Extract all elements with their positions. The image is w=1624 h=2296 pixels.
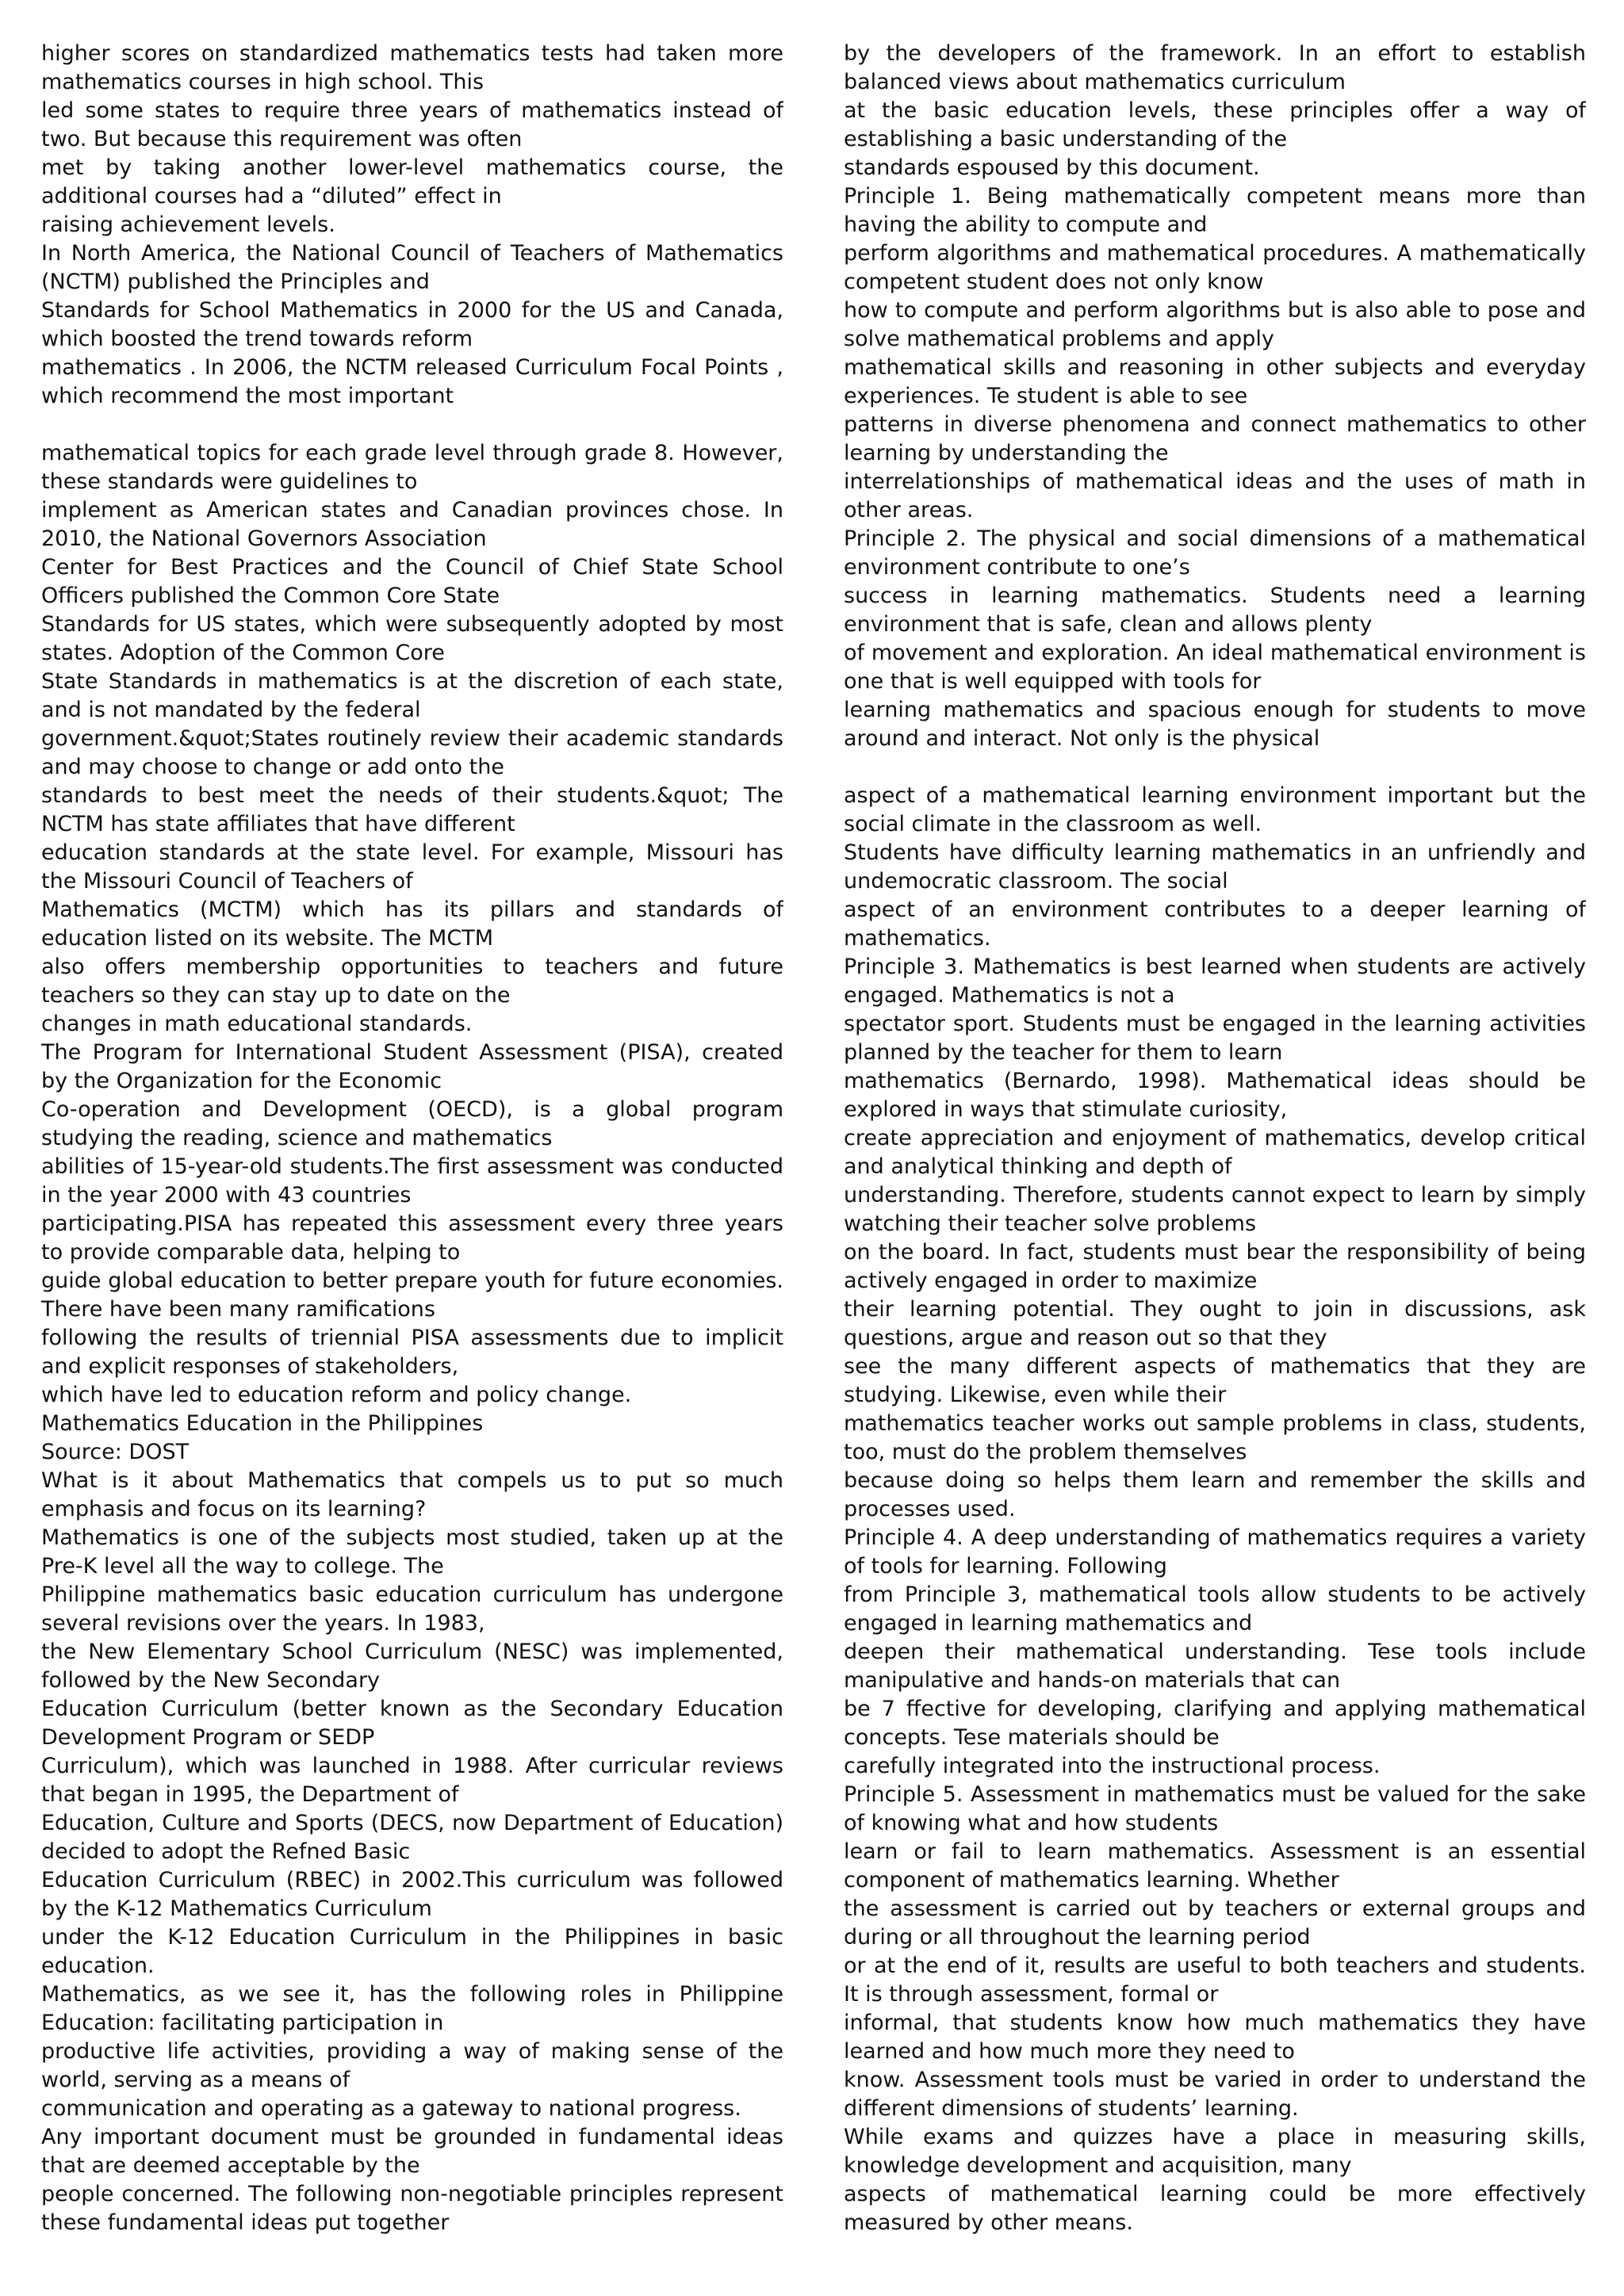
paragraph: higher scores on standardized mathematics tests had taken more mathematics courses in high school. This [41, 41, 783, 94]
paragraph: What is it about Mathematics that compels us to put so much emphasis and focus on its learning? [41, 1468, 783, 1521]
paragraph: implement as American states and Canadian provinces chose. In 2010, the National Governors Association [41, 498, 783, 551]
paragraph: from Principle 3, mathematical tools allow students to be actively engaged in learning mathematics and [844, 1582, 1586, 1636]
paragraph: create appreciation and enjoyment of mathematics, develop critical and analytical thinking and depth of [844, 1126, 1586, 1179]
paragraph: productive life activities, providing a way of making sense of the world, serving as a means of [41, 2039, 783, 2092]
paragraph: aspect of a mathematical learning environment important but the social climate in the classroom as well. [844, 783, 1586, 836]
paragraph [41, 411, 783, 439]
paragraph: State Standards in mathematics is at the discretion of each state, and is not mandated by the federal [41, 669, 783, 722]
paragraph: standards to best meet the needs of their students.&quot; The NCTM has state affiliates that have different [41, 783, 783, 836]
paragraph: Principle 1. Being mathematically competent means more than having the ability to compute and [844, 184, 1586, 237]
paragraph: Principle 5. Assessment in mathematics must be valued for the sake of knowing what and how students [844, 1782, 1586, 1835]
paragraph: Mathematics Education in the Philippines [41, 1411, 484, 1436]
paragraph: also offers membership opportunities to teachers and future teachers so they can stay up to date on the [41, 955, 783, 1008]
paragraph: understanding. Therefore, students cannot expect to learn by simply watching their teacher solve problems [844, 1183, 1586, 1236]
paragraph: Source: DOST [41, 1440, 190, 1464]
paragraph: informal, that students know how much mathematics they have learned and how much more they need to [844, 2011, 1586, 2064]
paragraph: Mathematics (MCTM) which has its pillars and standards of education listed on its website. The MCTM [41, 897, 783, 951]
paragraph: Center for Best Practices and the Council of Chief State School Officers published the Common Core State [41, 555, 783, 608]
paragraph: carefully integrated into the instructional process. [844, 1754, 1381, 1778]
paragraph: following the results of triennial PISA assessments due to implicit and explicit responses of stakeholders, [41, 1326, 783, 1379]
paragraph: Mathematics, as we see it, has the following roles in Philippine Education: facilitating participation in [41, 1982, 783, 2035]
paragraph: guide global education to better prepare youth for future economies. There have been many ramifications [41, 1269, 783, 1322]
paragraph: Principle 4. A deep understanding of mathematics requires a variety of tools for learning. Following [844, 1525, 1586, 1578]
paragraph: be 7 ffective for developing, clarifying and applying mathematical concepts. Tese materials should be [844, 1697, 1586, 1750]
paragraph: the New Elementary School Curriculum (NESC) was implemented, followed by the New Secondary [41, 1640, 783, 1693]
paragraph: see the many different aspects of mathematics that they are studying. Likewise, even while their [844, 1354, 1586, 1407]
paragraph: interrelationships of mathematical ideas and the uses of math in other areas. [844, 469, 1586, 522]
paragraph: mathematics . In 2006, the NCTM released Curriculum Focal Points , which recommend the most important [41, 355, 783, 408]
paragraph: Education Curriculum (RBEC) in 2002.This curriculum was followed by the K-12 Mathematics Curriculum [41, 1868, 783, 1921]
paragraph: how to compute and perform algorithms but is also able to pose and solve mathematical problems and apply [844, 298, 1586, 351]
paragraph: perform algorithms and mathematical procedures. A mathematically competent student does not only know [844, 241, 1586, 294]
paragraph: patterns in diverse phenomena and connect mathematics to other learning by understanding the [844, 412, 1586, 465]
paragraph: people concerned. The following non-negotiable principles represent these fundamental ideas put together [41, 2182, 783, 2235]
paragraph [844, 753, 1586, 782]
paragraph: mathematical skills and reasoning in other subjects and everyday experiences. Te student is able to see [844, 355, 1586, 408]
paragraph: mathematics teacher works out sample problems in class, students, too, must do the problem themselves [844, 1411, 1586, 1464]
paragraph: participating.PISA has repeated this assessment every three years to provide comparable data, helping to [41, 1211, 783, 1265]
paragraph: While exams and quizzes have a place in measuring skills, knowledge development and acquisition, many [844, 2125, 1586, 2178]
paragraph: or at the end of it, results are useful to both teachers and students. It is through assessment, formal or [844, 1954, 1586, 2007]
paragraph: under the K-12 Education Curriculum in the Philippines in basic education. [41, 1925, 783, 1978]
paragraph: Philippine mathematics basic education curriculum has undergone several revisions over the years. In 1983, [41, 1582, 783, 1636]
paragraph: Principle 2. The physical and social dimensions of a mathematical environment contribute to one’s [844, 526, 1586, 580]
right-column [844, 40, 1586, 2260]
paragraph: raising achievement levels. [41, 212, 335, 237]
paragraph: by the developers of the framework. In an effort to establish balanced views about mathematics curriculum [844, 41, 1586, 94]
paragraph: deepen their mathematical understanding. Tese tools include manipulative and hands-on materials that can [844, 1640, 1586, 1693]
paragraph: the assessment is carried out by teachers or external groups and during or all throughout the learning period [844, 1896, 1586, 1950]
paragraph: abilities of 15-year-old students.The first assessment was conducted in the year 2000 with 43 countries [41, 1154, 783, 1207]
paragraph: Students have difficulty learning mathematics in an unfriendly and undemocratic classroom. The social [844, 840, 1586, 894]
paragraph: standards espoused by this document. [844, 155, 1260, 180]
paragraph: mathematics (Bernardo, 1998). Mathematical ideas should be explored in ways that stimulate curiosity, [844, 1069, 1586, 1122]
paragraph: education standards at the state level. For example, Missouri has the Missouri Council of Teachers of [41, 840, 783, 894]
paragraph: at the basic education levels, these principles offer a way of establishing a basic understanding of the [844, 98, 1586, 151]
paragraph: The Program for International Student Assessment (PISA), created by the Organization for the Economic [41, 1040, 783, 1093]
paragraph: success in learning mathematics. Students need a learning environment that is safe, clean and allows plenty [844, 584, 1586, 637]
paragraph: mathematical topics for each grade level through grade 8. However, these standards were guidelines to [41, 441, 783, 494]
paragraph: Co-operation and Development (OECD), is a global program studying the reading, science and mathematics [41, 1097, 783, 1150]
paragraph: their learning potential. They ought to join in discussions, ask questions, argue and reason out so that they [844, 1297, 1586, 1350]
left-column [41, 40, 783, 2260]
paragraph: met by taking another lower-level mathematics course, the additional courses had a “diluted” effect in [41, 155, 783, 209]
paragraph: Principle 3. Mathematics is best learned when students are actively engaged. Mathematics is not a [844, 955, 1586, 1008]
paragraph: Standards for School Mathematics in 2000 for the US and Canada, which boosted the trend towards reform [41, 298, 783, 351]
paragraph: Curriculum), which was launched in 1988. After curricular reviews that began in 1995, the Department of [41, 1754, 783, 1807]
paragraph: aspects of mathematical learning could be more effectively measured by other means. [844, 2182, 1586, 2235]
paragraph: Education, Culture and Sports (DECS, now Department of Education) decided to adopt the Refned Basic [41, 1811, 783, 1864]
paragraph: aspect of an environment contributes to a deeper learning of mathematics. [844, 897, 1586, 951]
paragraph: on the board. In fact, students must bear the responsibility of being actively engaged in order to maximize [844, 1240, 1586, 1293]
paragraph: of movement and exploration. An ideal mathematical environment is one that is well equipped with tools for [844, 641, 1586, 694]
paragraph: because doing so helps them learn and remember the skills and processes used. [844, 1468, 1586, 1521]
paragraph: government.&quot;States routinely review their academic standards and may choose to change or add onto the [41, 726, 783, 779]
paragraph: communication and operating as a gateway to national progress. [41, 2096, 741, 2121]
paragraph: Mathematics is one of the subjects most studied, taken up at the Pre-K level all the way to college. The [41, 1525, 783, 1578]
document-page [41, 40, 1586, 2260]
paragraph: spectator sport. Students must be engaged in the learning activities planned by the teacher for them to learn [844, 1012, 1586, 1065]
paragraph: learning mathematics and spacious enough for students to move around and interact. Not only is the physical [844, 698, 1586, 751]
paragraph: Education Curriculum (better known as the Secondary Education Development Program or SEDP [41, 1697, 783, 1750]
paragraph: know. Assessment tools must be varied in order to understand the different dimensions of students’ learning. [844, 2068, 1586, 2121]
paragraph: changes in math educational standards. [41, 1012, 473, 1036]
paragraph: led some states to require three years of mathematics instead of two. But because this requirement was often [41, 98, 783, 151]
paragraph: learn or fail to learn mathematics. Assessment is an essential component of mathematics learning. Whether [844, 1839, 1586, 1892]
paragraph: Standards for US states, which were subsequently adopted by most states. Adoption of the Common Core [41, 612, 783, 665]
paragraph: which have led to education reform and policy change. [41, 1383, 632, 1407]
paragraph: Any important document must be grounded in fundamental ideas that are deemed acceptable by the [41, 2125, 783, 2178]
paragraph: In North America, the National Council of Teachers of Mathematics (NCTM) published the Principles and [41, 241, 783, 294]
